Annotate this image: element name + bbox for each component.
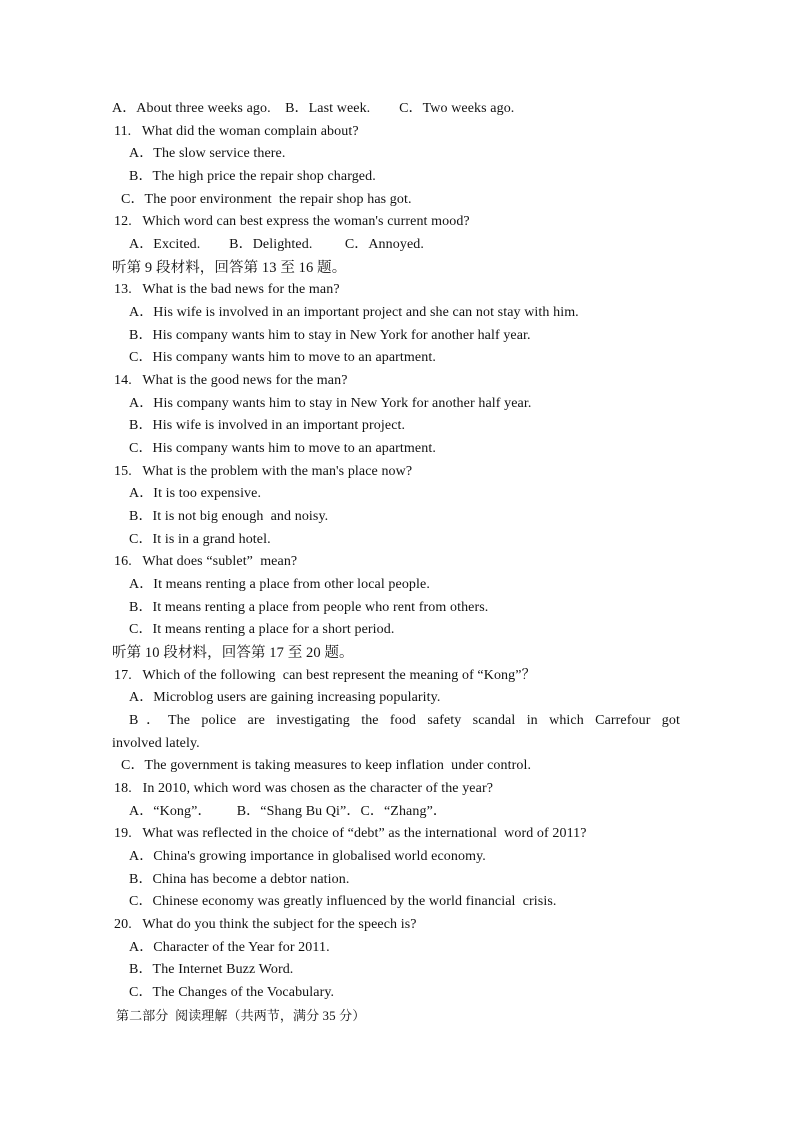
q12-question: 12. Which word can best express the woman's current mood?	[114, 214, 470, 229]
q17-option-b: B．The police are investigating the food safety scandal in which Carrefour got	[129, 713, 680, 728]
q16-question: 16. What does “sublet” mean?	[114, 554, 298, 569]
q16-option-a: A．It means renting a place from other local people.	[129, 577, 430, 592]
q20-option-a: A．Character of the Year for 2011.	[129, 940, 330, 955]
q11-option-a: A．The slow service there.	[129, 146, 286, 161]
q13-question: 13. What is the bad news for the man?	[114, 282, 340, 297]
q15-question: 15. What is the problem with the man's place now?	[114, 464, 413, 479]
q10-options: A．About three weeks ago. B．Last week. C．Two weeks ago.	[112, 101, 515, 116]
q16-option-c: C．It means renting a place for a short period.	[129, 622, 395, 637]
q19-option-a: A．China's growing importance in globalised world economy.	[129, 849, 486, 864]
q17-option-c: C．The government is taking measures to keep inflation under control.	[121, 758, 532, 773]
q11-question: 11. What did the woman complain about?	[114, 124, 359, 139]
q13-option-a: A．His wife is involved in an important project and she can not stay with him.	[129, 305, 579, 320]
q18-options: A．“Kong”． B．“Shang Bu Qi”．C．“Zhang”．	[129, 804, 447, 819]
q13-option-b: B．His company wants him to stay in New York for another half year.	[129, 328, 531, 343]
q20-option-c: C．The Changes of the Vocabulary.	[129, 985, 335, 1000]
q16-option-b: B．It means renting a place from people who rent from others.	[129, 600, 489, 615]
q15-option-b: B．It is not big enough and noisy.	[129, 509, 329, 524]
q15-option-a: A．It is too expensive.	[129, 486, 262, 501]
part-two-heading: 第二部分 阅读理解（共两节，满分 35 分）	[116, 1008, 366, 1023]
q13-option-c: C．His company wants him to move to an apartment.	[129, 350, 436, 365]
q17-option-b-continued: involved lately.	[112, 736, 200, 751]
q19-option-b: B．China has become a debtor nation.	[129, 872, 350, 887]
q14-option-b: B．His wife is involved in an important project.	[129, 418, 406, 433]
q20-question: 20. What do you think the subject for the speech is?	[114, 917, 417, 932]
q14-option-a: A．His company wants him to stay in New York for another half year.	[129, 396, 532, 411]
section-heading-passage-9: 听第 9 段材料，回答第 13 至 16 题。	[112, 260, 347, 276]
q19-question: 19. What was reflected in the choice of “debt” as the international word of 2011?	[114, 826, 587, 841]
q17-question: 17. Which of the following can best represent the meaning of “Kong”？	[114, 668, 536, 683]
q14-question: 14. What is the good news for the man?	[114, 373, 348, 388]
q12-options: A．Excited. B．Delighted. C．Annoyed.	[129, 237, 424, 252]
q18-question: 18. In 2010, which word was chosen as the character of the year?	[114, 781, 494, 796]
q11-option-b: B．The high price the repair shop charged.	[129, 169, 376, 184]
q14-option-c: C．His company wants him to move to an apartment.	[129, 441, 436, 456]
section-heading-passage-10: 听第 10 段材料，回答第 17 至 20 题。	[112, 645, 354, 661]
q17-option-a: A．Microblog users are gaining increasing popularity.	[129, 690, 441, 705]
q20-option-b: B．The Internet Buzz Word.	[129, 962, 294, 977]
q19-option-c: C．Chinese economy was greatly influenced by the world financial crisis.	[129, 894, 557, 909]
q11-option-c: C．The poor environment the repair shop has got.	[121, 192, 412, 207]
q15-option-c: C．It is in a grand hotel.	[129, 532, 271, 547]
